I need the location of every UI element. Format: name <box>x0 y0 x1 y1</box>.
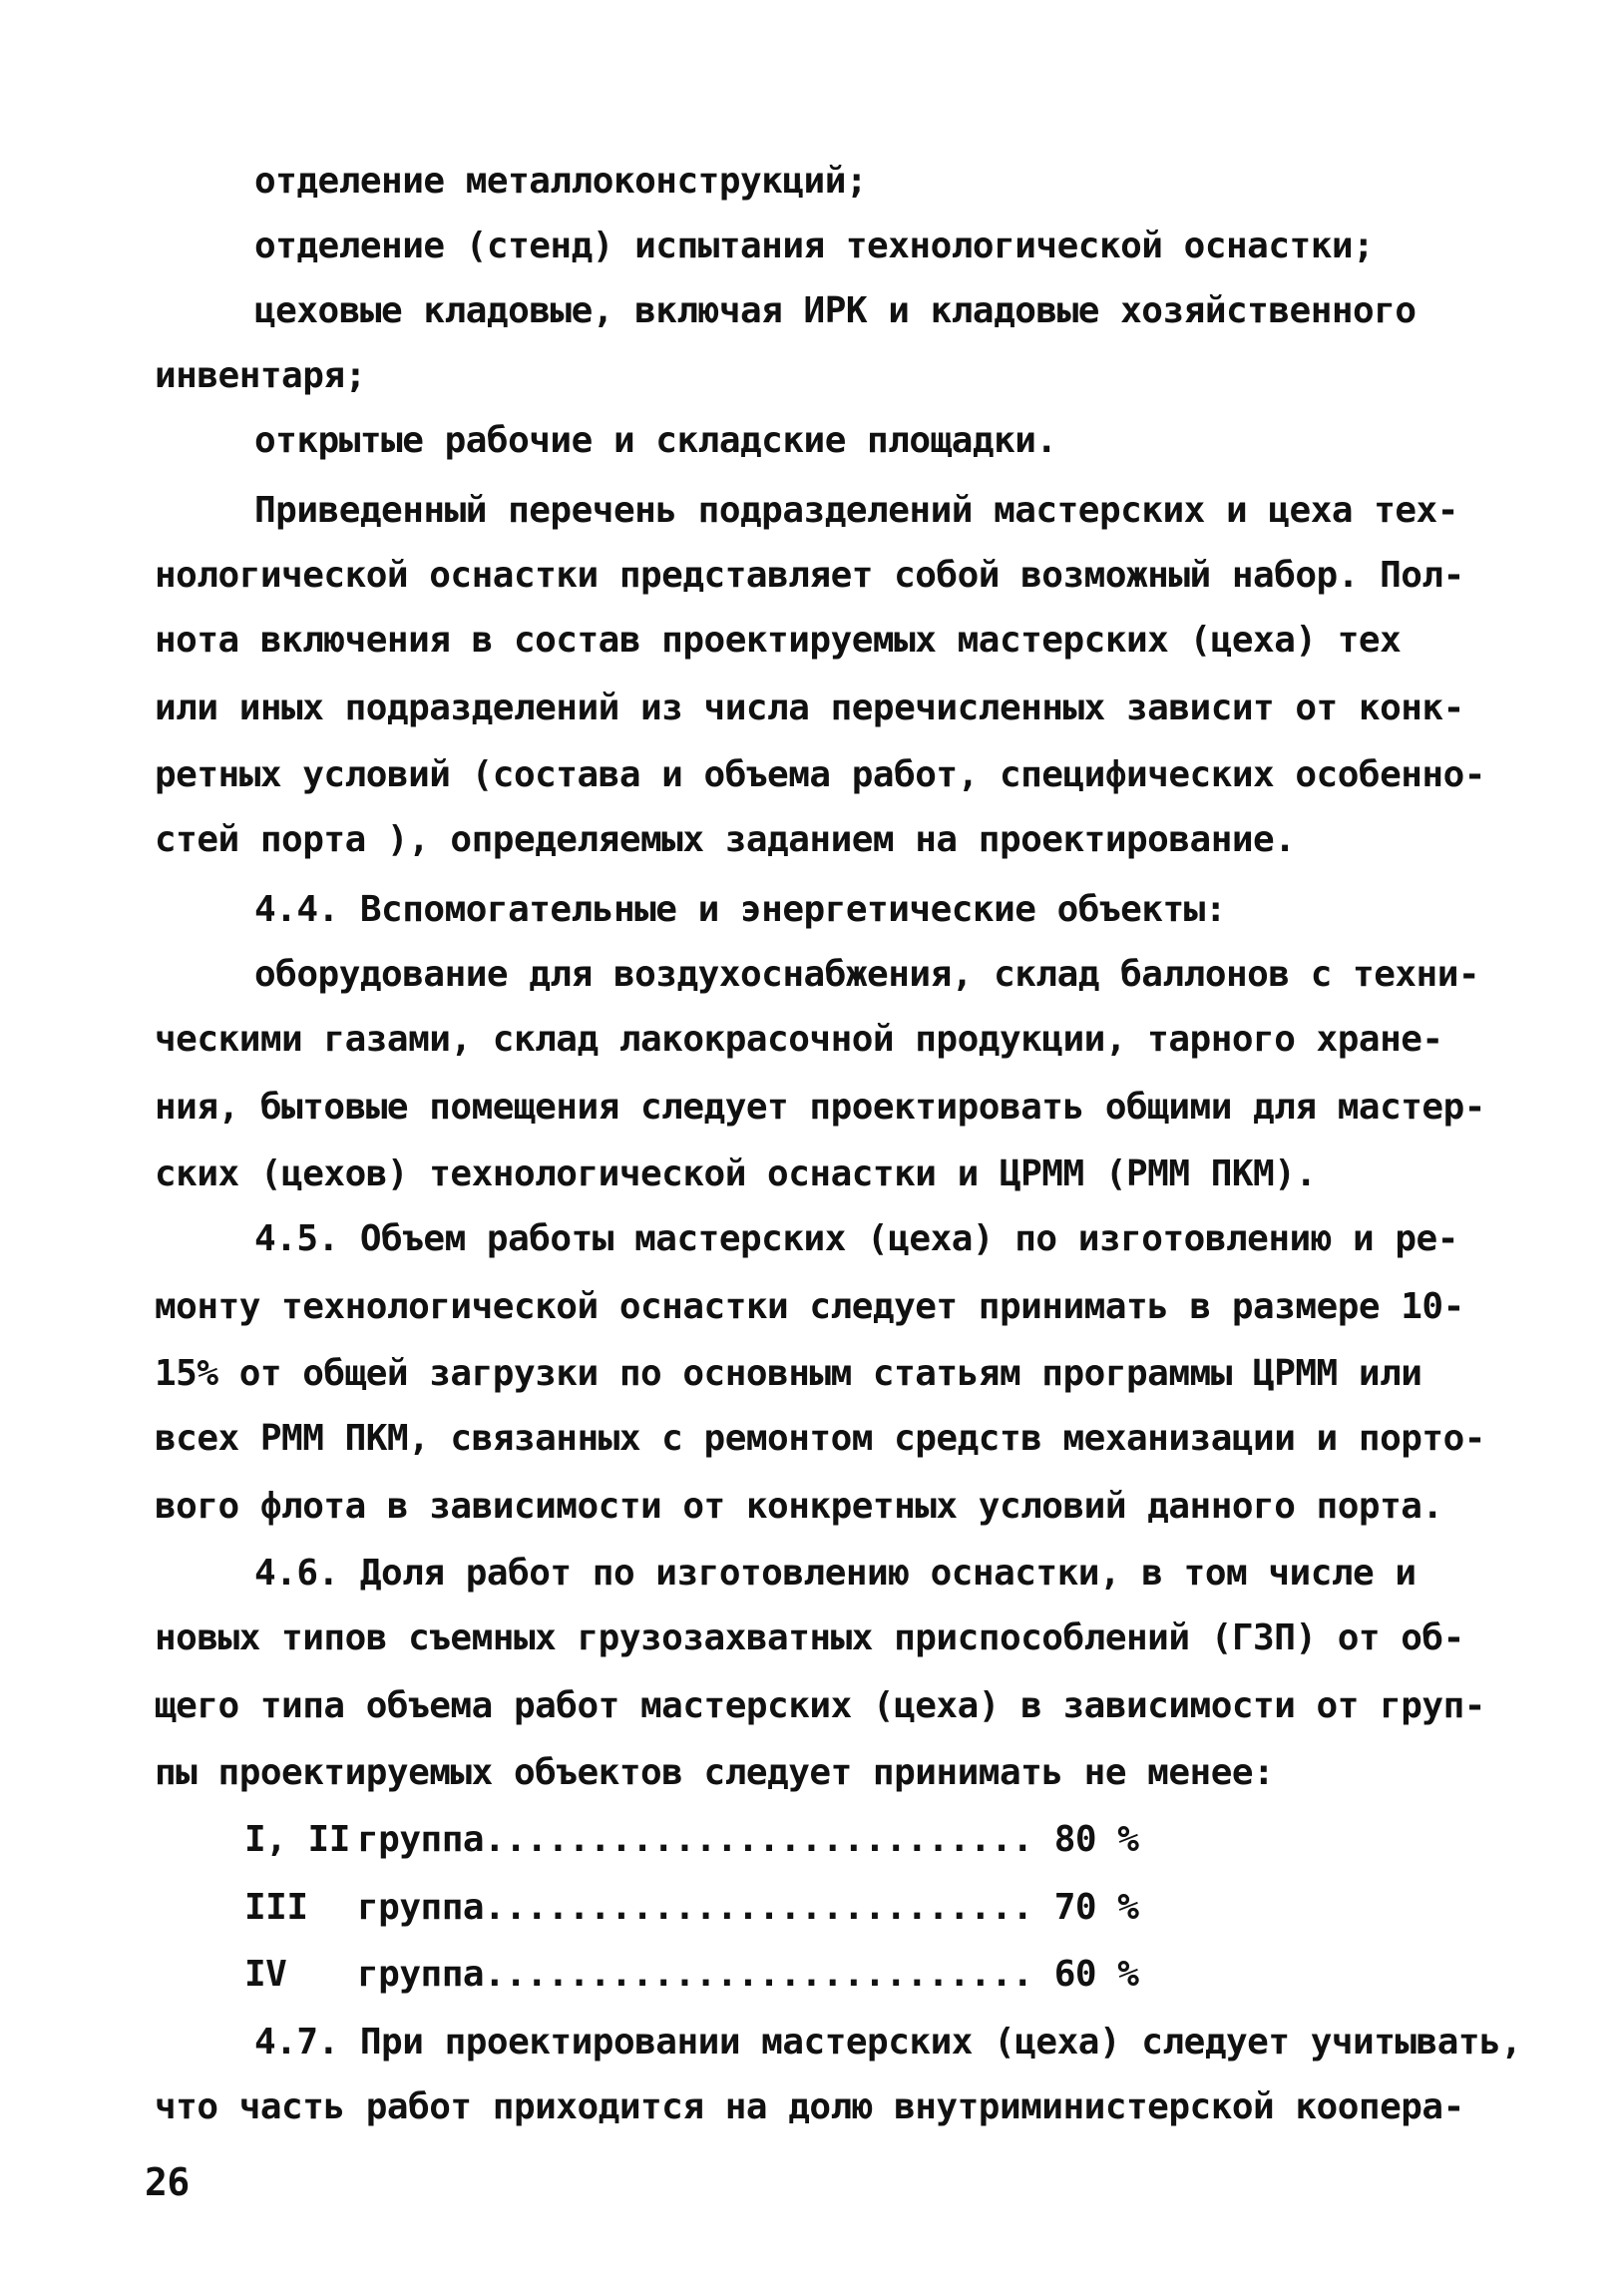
text-line: пы проектируемых объектов следует принимать не менее: <box>155 1752 1275 1793</box>
text-line: 4.5. Объем работы мастерских (цеха) по изготовлению и ре- <box>254 1218 1458 1259</box>
text-line: отделение металлоконструкций; <box>254 161 868 202</box>
text-line: стей порта ), определяемых заданием на проектирование. <box>155 819 1296 860</box>
text-line: открытые рабочие и складские площадки. <box>254 420 1057 461</box>
text-line: Приведенный перечень подразделений мастерских и цеха тех- <box>254 490 1458 531</box>
text-line: ретных условий (состава и объема работ, специфических особенно- <box>155 754 1485 795</box>
text-line: нологической оснастки представляет собой возможный набор. Пол- <box>155 555 1464 596</box>
text-line: ских (цехов) технологической оснастки и ЦРММ (РММ ПКМ). <box>155 1153 1317 1194</box>
text-line: ния, бытовые помещения следует проектировать общими для мастер- <box>155 1087 1485 1128</box>
group-number: IV <box>244 1954 287 1995</box>
text-line: что часть работ приходится на долю внутриминистерской коопера- <box>155 2086 1464 2127</box>
page-number: 26 <box>145 2160 190 2204</box>
text-line: инвентаря; <box>155 355 366 396</box>
group-number: I, II <box>244 1819 350 1860</box>
text-line: оборудование для воздухоснабжения, склад баллонов с техни- <box>254 954 1480 995</box>
text-line: 4.7. При проектировании мастерских (цеха) следует учитывать, <box>254 2022 1522 2063</box>
text-line: вого флота в зависимости от конкретных условий данного порта. <box>155 1486 1443 1527</box>
text-line: или иных подразделений из числа перечисленных зависит от конк- <box>155 688 1464 728</box>
section-heading: 4.4. Вспомогательные и энергетические объекты: <box>254 889 1226 930</box>
group-number: III <box>244 1887 308 1928</box>
text-line: всех РММ ПКМ, связанных с ремонтом средств механизации и порто- <box>155 1418 1485 1459</box>
text-line: 4.6. Доля работ по изготовлению оснастки, в том числе и <box>254 1553 1416 1594</box>
text-line: цеховые кладовые, включая ИРК и кладовые хозяйственного <box>254 290 1416 331</box>
text-line: монту технологической оснастки следует принимать в размере 10- <box>155 1286 1464 1327</box>
text-line: ческими газами, склад лакокрасочной продукции, тарного хране- <box>155 1019 1443 1060</box>
text-line: 15% от общей загрузки по основным статьям программы ЦРММ или <box>155 1353 1422 1394</box>
text-line: новых типов съемных грузозахватных приспособлений (ГЗП) от об- <box>155 1617 1464 1658</box>
text-line: отделение (стенд) испытания технологической оснастки; <box>254 226 1375 266</box>
text-line: нота включения в состав проектируемых мастерских (цеха) тех <box>155 620 1402 661</box>
group-text: группа.......................... 70 % <box>357 1887 1139 1928</box>
group-text: группа.......................... 60 % <box>357 1954 1139 1995</box>
group-text: группа.......................... 80 % <box>357 1819 1139 1860</box>
text-line: щего типа объема работ мастерских (цеха) в зависимости от груп- <box>155 1685 1485 1726</box>
